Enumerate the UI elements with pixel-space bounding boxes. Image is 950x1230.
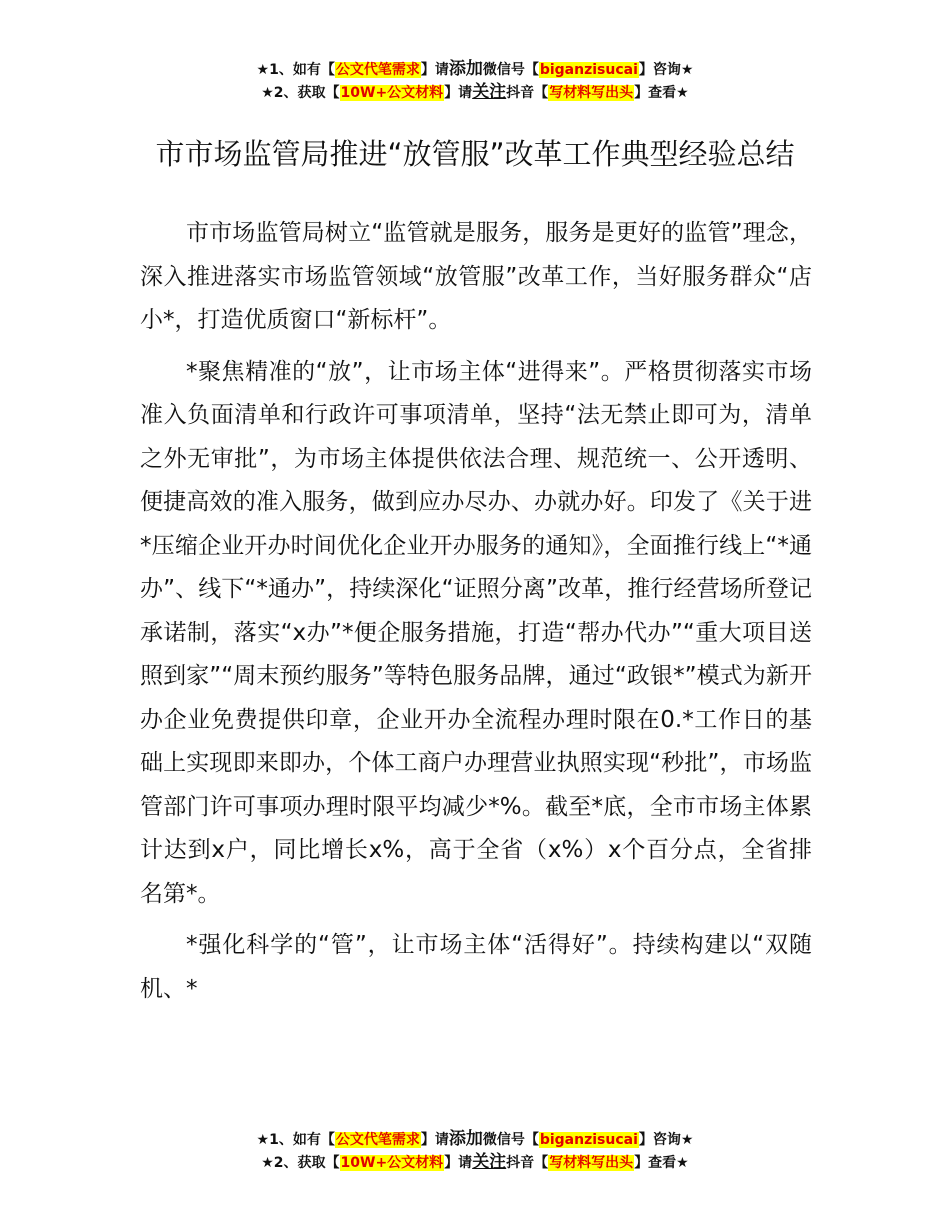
paragraph: 市市场监管局树立“监管就是服务，服务是更好的监管”理念，深入推进落实市场监管领域“放管服”改革工作，当好服务群众“店小*，打造优质窗口“新标杆”。 [140,220,812,333]
banner-text: ★2、获取【 [261,1155,340,1171]
banner-emphasis: 添加 [448,1129,483,1149]
banner-highlight: biganzisucai [539,1132,638,1148]
banner-emphasis: 添加 [448,59,483,79]
paragraph: *强化科学的“管”，让市场主体“活得好”。持续构建以“双随机、* [140,932,812,1002]
banner-text: ★1、如有【 [256,1132,335,1148]
banner-text: 】咨询★ [638,62,694,78]
banner-text: ★2、获取【 [261,85,340,101]
header-banner [0,58,950,104]
banner-text: 】查看★ [634,85,689,101]
banner-line-1 [0,1128,950,1151]
banner-highlight: 10W+公文材料 [340,85,444,101]
banner-line-1 [0,58,950,81]
document-title: 市市场监管局推进“放管服”改革工作典型经验总结 [155,137,795,172]
banner-highlight: 10W+公文材料 [340,1155,444,1171]
banner-highlight: biganzisucai [539,62,638,78]
banner-text: 】查看★ [634,1155,689,1171]
banner-emphasis: 关注 [472,82,507,102]
banner-text: ★1、如有【 [256,62,335,78]
banner-highlight: 写材料写出头 [549,1155,634,1171]
banner-highlight: 公文代笔需求 [335,1132,420,1148]
banner-highlight: 公文代笔需求 [335,62,420,78]
banner-text: 】请 [444,85,473,101]
banner-line-2 [0,81,950,104]
banner-text: 微信号【 [482,62,539,78]
banner-emphasis: 关注 [472,1152,507,1172]
banner-text: 抖音【 [506,1155,549,1171]
banner-text: 】咨询★ [638,1132,694,1148]
footer-banner [0,1128,950,1174]
banner-text: 】请 [444,1155,473,1171]
banner-text: 】请 [420,1132,449,1148]
document-body [140,212,812,1019]
banner-line-2 [0,1151,950,1174]
banner-text: 】请 [420,62,449,78]
banner-text: 抖音【 [506,85,549,101]
paragraph: *聚焦精准的“放”，让市场主体“进得来”。严格贯彻落实市场准入负面清单和行政许可事项清单，坚持“法无禁止即可为，清单之外无审批”，为市场主体提供依法合理、规范统一、公开透明、便捷高效的准入服务，做到应办尽办、办就办好。印发了《关于进*压缩企业开办时间优化企业开办服务的通知》，全面推行线上“*通办”、线下“*通办”，持续深化“证照分离”改革，推行经营场所登记承诺制，落实“x办”*便企服务措施，打造“帮办代办”“重大项目送照到家”“周末预约服务”等特色服务品牌，通过“政银*”模式为新开办企业免费提供印章，企业开办全流程办理时限在0.*工作日的基础上实现即来即办，个体工商户办理营业执照实现“秒批”，市场监管部门许可事项办理时限平均减少*%。截至*底，全市市场主体累计达到x户，同比增长x%，高于全省（x%）x个百分点，全省排名第*。 [140,358,812,907]
banner-text: 微信号【 [482,1132,539,1148]
banner-highlight: 写材料写出头 [549,85,634,101]
